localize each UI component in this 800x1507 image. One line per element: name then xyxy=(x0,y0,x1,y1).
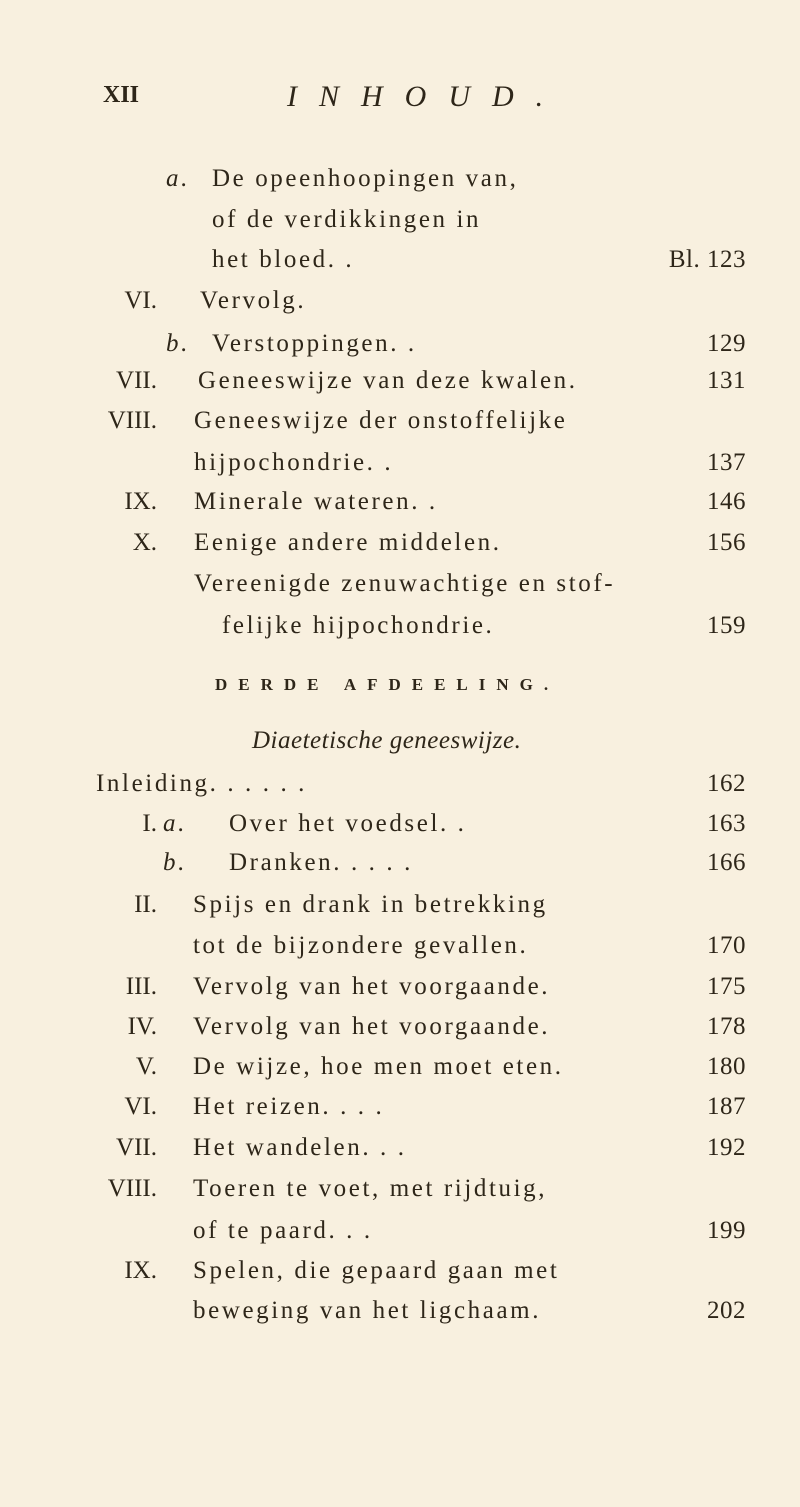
chapter-number: V. xyxy=(135,1053,157,1080)
chapter-number: IX. xyxy=(124,1257,157,1284)
entry-title: beweging van het ligchaam. xyxy=(193,1297,542,1324)
entry-title: Spelen, die gepaard gaan met xyxy=(193,1257,560,1284)
page-number: 192 xyxy=(707,1134,746,1161)
page-number: 131 xyxy=(707,367,746,394)
page-number: 129 xyxy=(707,330,746,357)
chapter-number: IX. xyxy=(124,488,157,515)
chapter-number: I. xyxy=(142,810,157,837)
toc-entry xyxy=(0,488,800,522)
page-number: 156 xyxy=(707,529,746,556)
toc-entry xyxy=(0,1134,800,1168)
toc-entry xyxy=(0,810,800,844)
subsection-marker: a. xyxy=(163,810,187,837)
entry-title: het bloed. . xyxy=(212,246,355,273)
subsection-marker: a. xyxy=(166,165,190,192)
entry-title: tot de bijzondere gevallen. xyxy=(193,932,529,959)
entry-title: Vervolg van het voorgaande. xyxy=(193,1013,551,1040)
toc-entry xyxy=(0,932,800,966)
entry-title: of te paard. . . xyxy=(193,1217,373,1244)
chapter-number: VII. xyxy=(116,1134,157,1161)
entry-title: Spijs en drank in betrekking xyxy=(193,891,548,918)
toc-entry xyxy=(0,367,800,401)
chapter-number: II. xyxy=(134,891,157,918)
toc-entry xyxy=(0,1093,800,1127)
toc-entry xyxy=(0,1217,800,1251)
page-folio: XII xyxy=(103,82,140,108)
page-number: 159 xyxy=(707,612,746,639)
entry-title: De opeenhoopingen van, xyxy=(212,165,519,192)
page-number: 178 xyxy=(707,1013,746,1040)
toc-entry xyxy=(0,529,800,563)
page-number: 202 xyxy=(707,1297,746,1324)
entry-title: Dranken. . . . . xyxy=(229,849,413,876)
page-number: 162 xyxy=(707,770,746,797)
toc-entry xyxy=(0,1053,800,1087)
entry-title: Minerale wateren. . xyxy=(194,488,438,515)
toc-entry xyxy=(0,891,800,925)
page-number: 180 xyxy=(707,1053,746,1080)
section-title: DERDE AFDEELING. xyxy=(215,675,560,694)
toc-entry xyxy=(0,287,800,321)
page-number: 175 xyxy=(707,973,746,1000)
entry-title: Over het voedsel. . xyxy=(229,810,467,837)
chapter-number: X. xyxy=(132,529,157,556)
subsection-marker: b. xyxy=(166,330,190,357)
entry-title: Vervolg van het voorgaande. xyxy=(193,973,551,1000)
page-title: INHOUD. xyxy=(287,80,566,113)
toc-entry xyxy=(0,330,800,364)
toc-entry xyxy=(0,206,800,240)
chapter-number: VIII. xyxy=(107,1175,157,1202)
toc-entry xyxy=(0,407,800,441)
toc-entry xyxy=(0,1175,800,1209)
page-number: 170 xyxy=(707,932,746,959)
entry-title: of de verdikkingen in xyxy=(212,206,482,233)
entry-title: Eenige andere middelen. xyxy=(194,529,502,556)
entry-title: Het wandelen. . . xyxy=(193,1134,407,1161)
chapter-number: VI. xyxy=(124,1093,157,1120)
page-number: 137 xyxy=(707,449,746,476)
page-number: Bl. 123 xyxy=(668,246,746,273)
chapter-number: III. xyxy=(125,973,157,1000)
toc-entry xyxy=(0,612,800,646)
entry-title: Geneeswijze van deze kwalen. xyxy=(198,367,578,394)
page-number: 146 xyxy=(707,488,746,515)
toc-entry xyxy=(0,973,800,1007)
entry-title: felijke hijpochondrie. xyxy=(222,612,495,639)
toc-entry xyxy=(0,165,800,199)
entry-title: De wijze, hoe men moet eten. xyxy=(193,1053,564,1080)
toc-entry xyxy=(0,246,800,280)
entry-title: Vereenigde zenuwachtige en stof- xyxy=(194,570,616,597)
toc-entry xyxy=(0,1013,800,1047)
toc-entry xyxy=(0,849,800,883)
toc-entry xyxy=(0,770,800,804)
page-number: 187 xyxy=(707,1093,746,1120)
entry-title: Toeren te voet, met rijdtuig, xyxy=(193,1175,548,1202)
chapter-number: VI. xyxy=(124,287,157,314)
entry-title: Geneeswijze der onstoffelijke xyxy=(194,407,568,434)
entry-title: Het reizen. . . . xyxy=(193,1093,385,1120)
page-number: 166 xyxy=(707,849,746,876)
toc-entry xyxy=(0,449,800,483)
entry-title: Vervolg. xyxy=(200,287,307,314)
toc-entry xyxy=(0,1297,800,1331)
chapter-number: VIII. xyxy=(107,407,157,434)
entry-title: Verstoppingen. . xyxy=(212,330,417,357)
toc-entry xyxy=(0,1257,800,1291)
entry-title: hijpochondrie. . xyxy=(194,449,394,476)
chapter-number: IV. xyxy=(127,1013,157,1040)
chapter-number: VII. xyxy=(116,367,157,394)
page-number: 199 xyxy=(707,1217,746,1244)
entry-title: Inleiding. . . . . . xyxy=(96,770,308,797)
subsection-marker: b. xyxy=(163,849,187,876)
toc-entry xyxy=(0,570,800,604)
section-subtitle: Diaetetische geneeswijze. xyxy=(252,727,522,754)
page-number: 163 xyxy=(707,810,746,837)
